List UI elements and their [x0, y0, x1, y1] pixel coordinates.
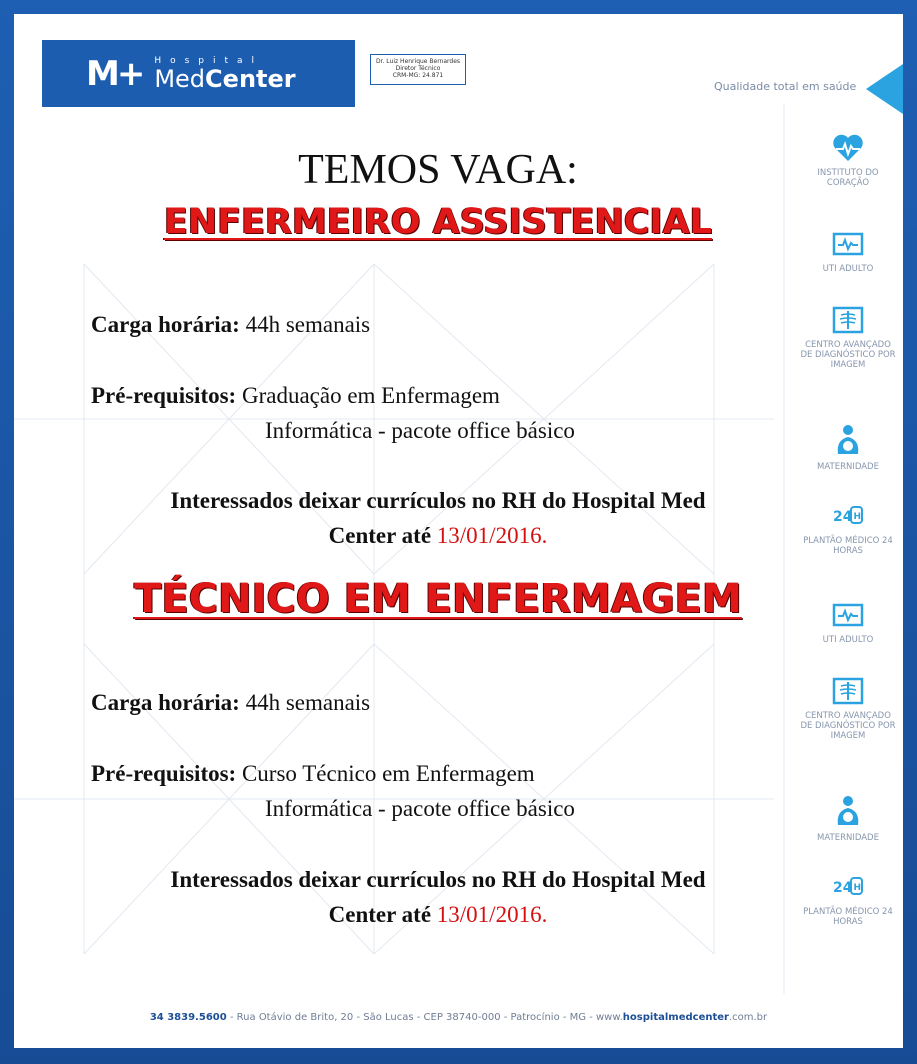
- sidebar-item-maternidade: MATERNIDADE: [798, 424, 898, 472]
- deadline-date: 13/01/2016.: [436, 523, 548, 548]
- director-box: Dr. Luiz Henrique Bernardes Diretor Técnico CRM-MG: 24.871: [370, 54, 466, 85]
- xray-icon: [832, 306, 864, 334]
- footer-contact: 34 3839.5600 - Rua Otávio de Brito, 20 - São Lucas - CEP 38740-000 - Patrocínio - MG - www.hospitalmedcenter.com.br: [149, 1012, 768, 1023]
- tagline-arrow-icon: [866, 64, 903, 114]
- requirements-line-2b: Informática - pacote office básico: [265, 796, 575, 821]
- hours-line-2: Carga horária: 44h semanais: [91, 690, 371, 715]
- note-2: Interessados deixar currículos no RH do Hospital Med Center até 13/01/2016.: [170, 867, 706, 927]
- hospital-logo: [42, 40, 355, 107]
- sidebar-item-plantao-2: 24 H PLANTÃO MÉDICO 24 HORAS: [798, 873, 898, 927]
- logo-mark: M+: [86, 53, 143, 94]
- maternity-icon: [833, 424, 863, 456]
- deadline-date: 13/01/2016.: [436, 902, 548, 927]
- job-title-1: ENFERMEIRO ASSISTENCIAL: [164, 202, 712, 242]
- sidebar-item-uti-2: UTI ADULTO: [798, 603, 898, 645]
- job-title-2: TÉCNICO EM ENFERMAGEM: [134, 576, 742, 622]
- tagline: Qualidade total em saúde: [714, 80, 857, 93]
- note-1: Interessados deixar currículos no RH do Hospital Med Center até 13/01/2016.: [170, 488, 706, 548]
- svg-text:24: 24: [833, 880, 853, 896]
- hours-line-1: Carga horária: 44h semanais: [91, 312, 371, 337]
- page-title: TEMOS VAGA:: [298, 147, 578, 193]
- sidebar-item-diagnostico: CENTRO AVANÇADO DE DIAGNÓSTICO POR IMAGEM: [798, 306, 898, 370]
- sidebar-item-maternidade-2: MATERNIDADE: [798, 795, 898, 843]
- sidebar-item-uti: UTI ADULTO: [798, 232, 898, 274]
- logo-text: Hospital MedCenter: [154, 55, 296, 93]
- requirements-line-2: Pré-requisitos: Curso Técnico em Enfermagem: [91, 761, 535, 786]
- svg-text:H: H: [853, 512, 862, 522]
- sidebar-item-heart: INSTITUTO DO CORAÇÃO: [798, 134, 898, 188]
- requirements-line-1: Pré-requisitos: Graduação em Enfermagem: [91, 383, 500, 408]
- maternity-icon: [833, 795, 863, 827]
- svg-text:H: H: [853, 883, 862, 893]
- svg-text:24: 24: [833, 509, 853, 525]
- xray-icon: [832, 677, 864, 705]
- flyer: [14, 14, 903, 1048]
- requirements-line-1b: Informática - pacote office básico: [265, 418, 575, 443]
- sidebar-item-plantao: 24 H PLANTÃO MÉDICO 24 HORAS: [798, 502, 898, 556]
- sidebar-item-diagnostico-2: CENTRO AVANÇADO DE DIAGNÓSTICO POR IMAGEM: [798, 677, 898, 741]
